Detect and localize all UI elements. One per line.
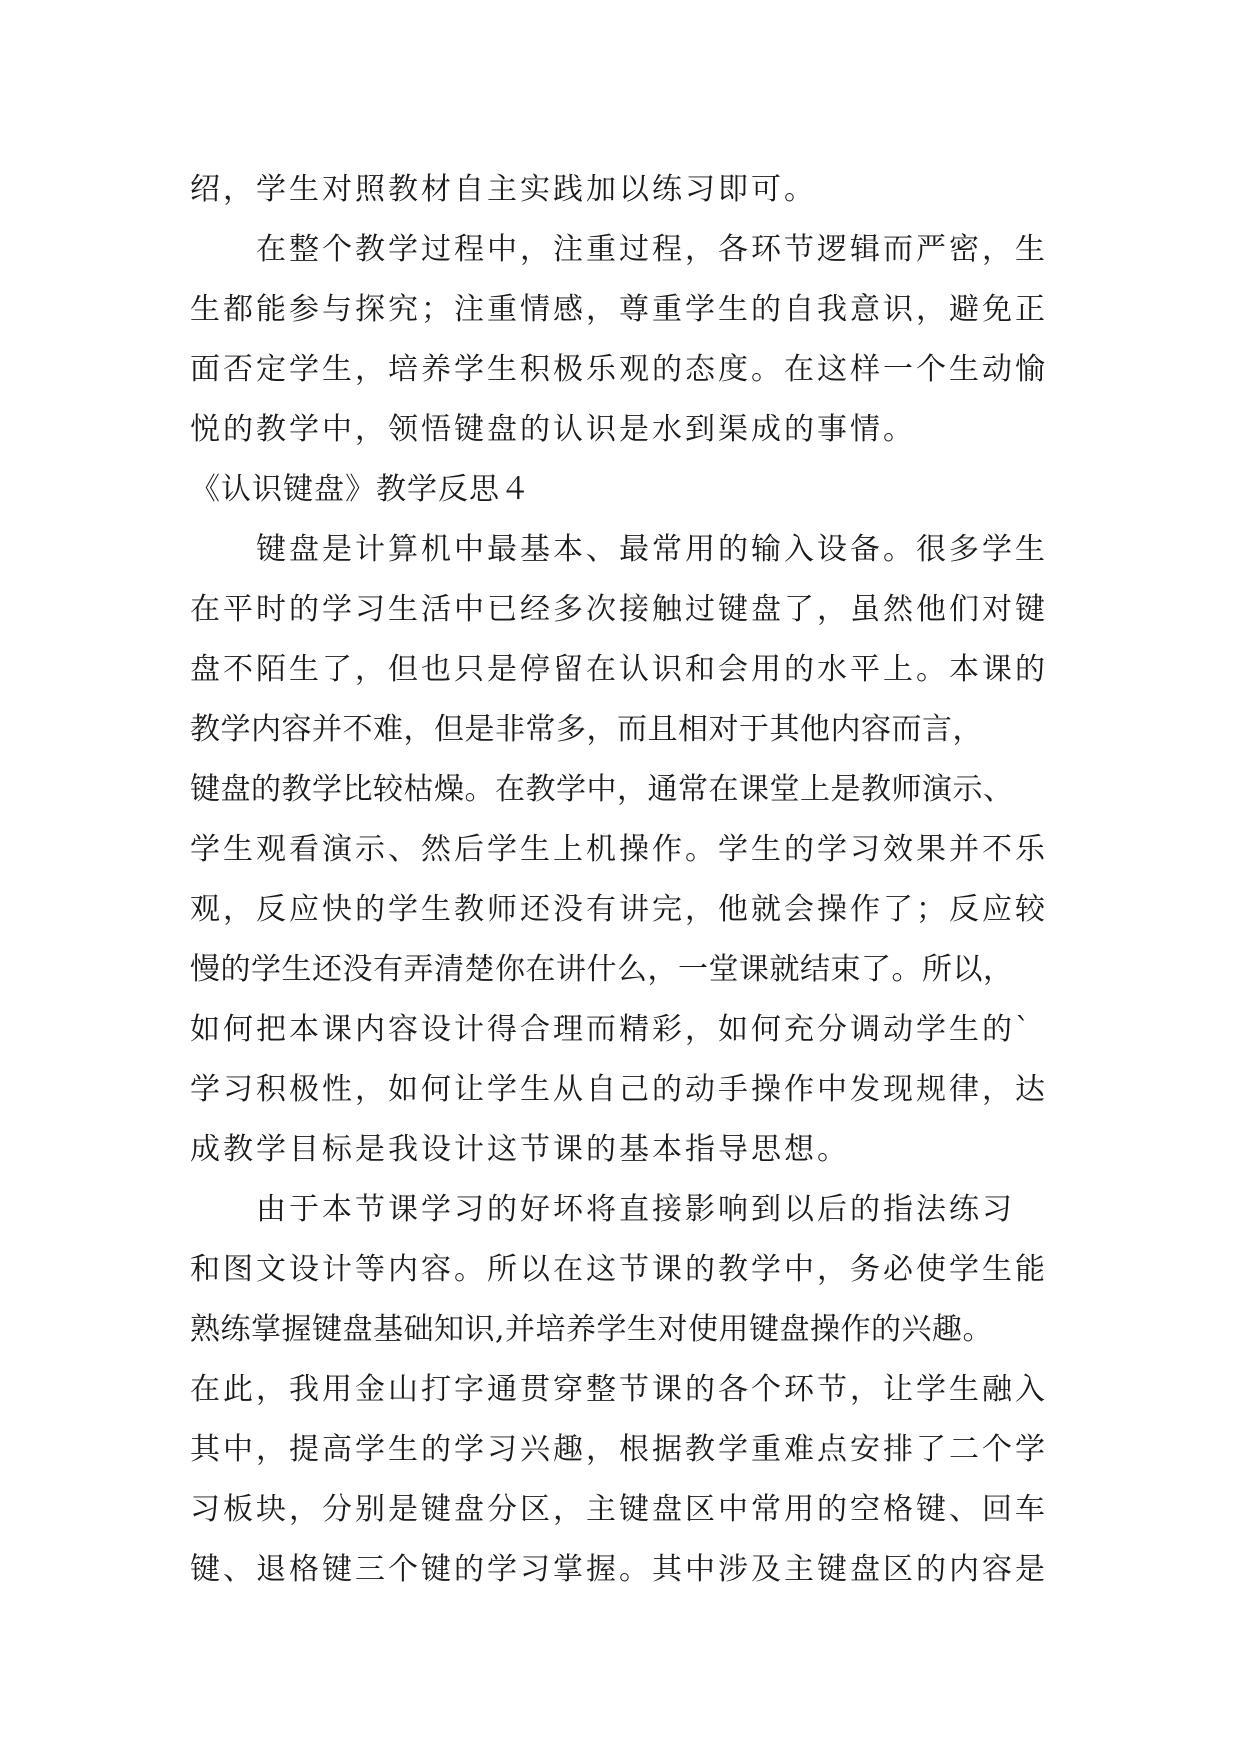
text-line: 在平时的学习生活中已经多次接触过键盘了，虽然他们对键 — [190, 592, 1048, 627]
text-line: 键、退格键三个键的学习掌握。其中涉及主键盘区的内容是 — [190, 1552, 1048, 1587]
paragraph — [190, 160, 1060, 220]
text-line: 悦的教学中，领悟键盘的认识是水到渠成的事情。 — [190, 412, 916, 447]
text-line: 在此，我用金山打字通贯穿整节课的各个环节，让学生融入 — [190, 1372, 1048, 1407]
text-line: 盘不陌生了，但也只是停留在认识和会用的水平上。本课的 — [190, 652, 1048, 687]
text-line: 慢的学生还没有弄清楚你在讲什么，一堂课就结束了。所以， — [190, 952, 1014, 987]
text-line: 键盘是计算机中最基本、最常用的输入设备。很多学生 — [256, 532, 1048, 567]
text-line: 观，反应快的学生教师还没有讲完，他就会操作了；反应较 — [190, 892, 1048, 927]
text-line: 成教学目标是我设计这节课的基本指导思想。 — [190, 1132, 850, 1167]
text-line: 生都能参与探究；注重情感，尊重学生的自我意识，避免正 — [190, 292, 1048, 327]
text-line: 面否定学生，培养学生积极乐观的态度。在这样一个生动愉 — [190, 352, 1048, 387]
text-line: 绍，学生对照教材自主实践加以练习即可。 — [190, 172, 817, 207]
text-line: 习板块，分别是键盘分区，主键盘区中常用的空格键、回车 — [190, 1492, 1048, 1527]
text-line: 键盘的教学比较枯燥。在教学中，通常在课堂上是教师演示、 — [190, 772, 1014, 807]
text-line: 其中，提高学生的学习兴趣，根据教学重难点安排了二个学 — [190, 1432, 1048, 1467]
text-line: 由于本节课学习的好坏将直接影响到以后的指法练习 — [256, 1192, 1015, 1227]
text-line: 和图文设计等内容。所以在这节课的教学中，务必使学生能 — [190, 1252, 1048, 1287]
document-body — [190, 160, 1060, 1600]
paragraph — [190, 220, 1060, 460]
text-line: 如何把本课内容设计得合理而精彩，如何充分调动学生的` — [190, 1012, 1033, 1047]
text-line: 在整个教学过程中，注重过程，各环节逻辑而严密，生 — [256, 232, 1048, 267]
paragraph — [190, 1180, 1060, 1600]
text-line: 学习积极性，如何让学生从自己的动手操作中发现规律，达 — [190, 1072, 1048, 1107]
text-line: 学生观看演示、然后学生上机操作。学生的学习效果并不乐 — [190, 832, 1048, 867]
section-heading: 《认识键盘》教学反思４ — [190, 472, 531, 507]
paragraph — [190, 520, 1060, 1180]
text-line: 熟练掌握键盘基础知识,并培养学生对使用键盘操作的兴趣。 — [190, 1312, 994, 1347]
text-line: 教学内容并不难，但是非常多，而且相对于其他内容而言， — [190, 712, 983, 747]
